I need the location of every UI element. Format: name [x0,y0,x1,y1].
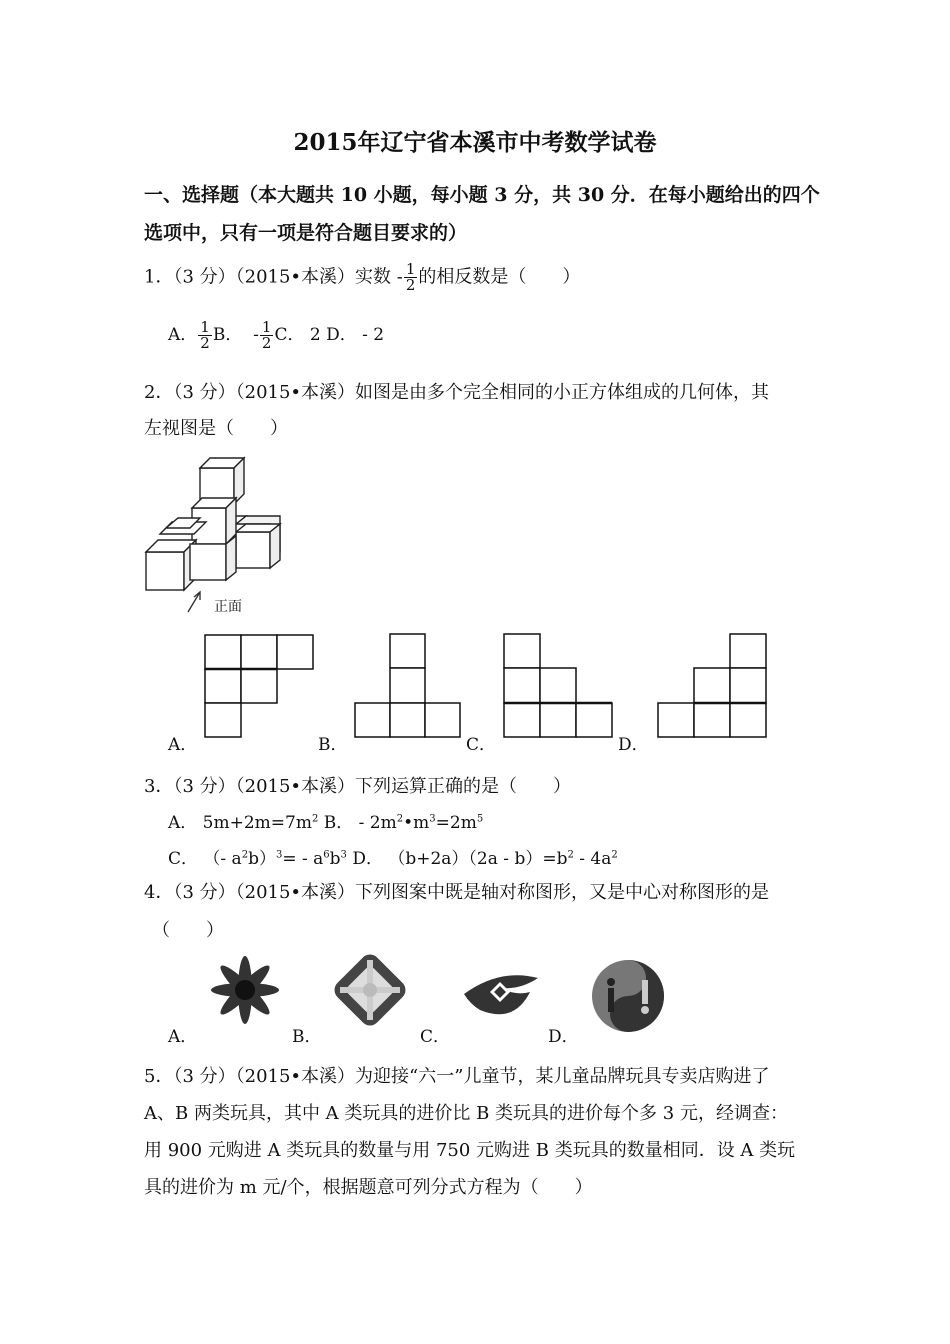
q3-cd-sup: 6 [323,849,330,861]
q3-ab-sup: 2 [311,813,319,825]
question-1-stem [144,262,580,293]
q1-opt-b-label: B． [212,325,243,345]
q3-ab-part: =2m [435,813,477,833]
question-4-line2: （ ） [152,920,224,941]
q2-option-a-figure [204,634,314,739]
q3-ab-part: B． - 2m [318,813,397,833]
q3-cd-part: - 4a [573,849,612,869]
question-3-stem: 3．（3 分）（2015•本溪）下列运算正确的是（ ） [144,776,572,797]
q2-option-a-label: A． [168,735,198,755]
q1-opt-b-fraction [260,320,274,351]
q3-cd-part: b [329,849,341,869]
q3-ab-sup: 2 [396,813,404,825]
q3-cd-part: = - a [282,849,324,869]
question-5-line3: 用 900 元购进 A 类玩具的数量与用 750 元购进 B 类玩具的数量相同．设 A 类玩 [144,1140,796,1161]
q3-cd-sup: 2 [567,849,574,861]
q3-cd-part: D． （b+2a）（2a - b）=b [346,849,568,869]
q2-option-d-label: D． [618,735,649,755]
question-5-line2: A、B 两类玩具，其中 A 类玩具的进价比 B 类玩具的进价每个多 3 元，经调查： [144,1103,788,1124]
q1-opt-a-num: 1 [200,318,210,336]
q3-cd-part: b） [248,849,276,869]
q4-option-b-label: B． [292,1027,322,1047]
question-3-options-ab [168,808,483,833]
q1-suffix: 的相反数是（ ） [418,266,581,288]
cube-stack-figure [140,452,290,617]
q4-option-c-label: C． [420,1027,451,1047]
q3-cd-sup: 3 [340,849,347,861]
question-4-line1: 4．（3 分）（2015•本溪）下列图案中既是轴对称图形，又是中心对称图形的是 [144,882,770,903]
q1-opt-cd: C． 2 D． - 2 [274,325,385,345]
q4-pattern-b-diamond [330,950,410,1030]
q1-opt-a-fraction [198,320,212,351]
q3-cd-sup: 2 [611,849,618,861]
question-2-line2: 左视图是（ ） [144,418,288,439]
q1-opt-a-label: A． [168,325,198,345]
section-header-line1: 一、选择题（本大题共 10 小题，每小题 3 分，共 30 分．在每小题给出的四个 [144,184,820,206]
q2-option-c-figure [503,633,613,739]
q1-fraction [404,262,418,293]
q1-frac-den: 2 [405,276,416,294]
section-header-line2: 选项中，只有一项是符合题目要求的） [144,222,468,244]
q1-opt-b-den: 2 [261,334,272,352]
q4-option-d-label: D． [548,1027,579,1047]
q1-opt-b-num: 1 [261,318,272,336]
q1-opt-a-den: 2 [200,334,210,352]
q1-frac-num: 1 [405,260,416,278]
q2-option-b-figure [354,633,462,739]
q3-ab-sup: 3 [429,813,436,825]
question-3-options-cd [168,844,618,869]
q3-cd-sup: 2 [241,849,249,861]
q1-prefix: 1．（3 分）（2015•本溪）实数 - [144,266,403,288]
question-2-line1: 2．（3 分）（2015•本溪）如图是由多个完全相同的小正方体组成的几何体，其 [144,382,770,403]
question-5-line4: 具的进价为 m 元/个，根据题意可列分式方程为（ ） [144,1177,593,1198]
q2-option-d-figure [657,633,767,739]
q3-ab-part: A． 5m+2m=7m [168,813,312,833]
page-title: 2015年辽宁省本溪市中考数学试卷 [293,129,657,156]
q4-pattern-c-eye [460,966,542,1026]
q1-opt-b-sign: - [253,325,259,345]
q3-ab-sup: 5 [476,813,484,825]
q3-cd-sup: 3 [275,849,283,861]
q2-option-c-label: C． [466,735,497,755]
question-5-line1: 5．（3 分）（2015•本溪）为迎接“六一”儿童节，某儿童品牌玩具专卖店购进了 [144,1066,770,1087]
front-label: 正面 [214,599,242,615]
question-1-options [168,320,384,351]
q3-cd-part: C． （- a [168,849,242,869]
q2-option-b-label: B． [318,735,348,755]
q3-ab-part: •m [403,813,430,833]
q4-pattern-a-flower [204,956,286,1024]
q4-option-a-label: A． [168,1027,198,1047]
q4-pattern-d-taiji [588,958,668,1034]
